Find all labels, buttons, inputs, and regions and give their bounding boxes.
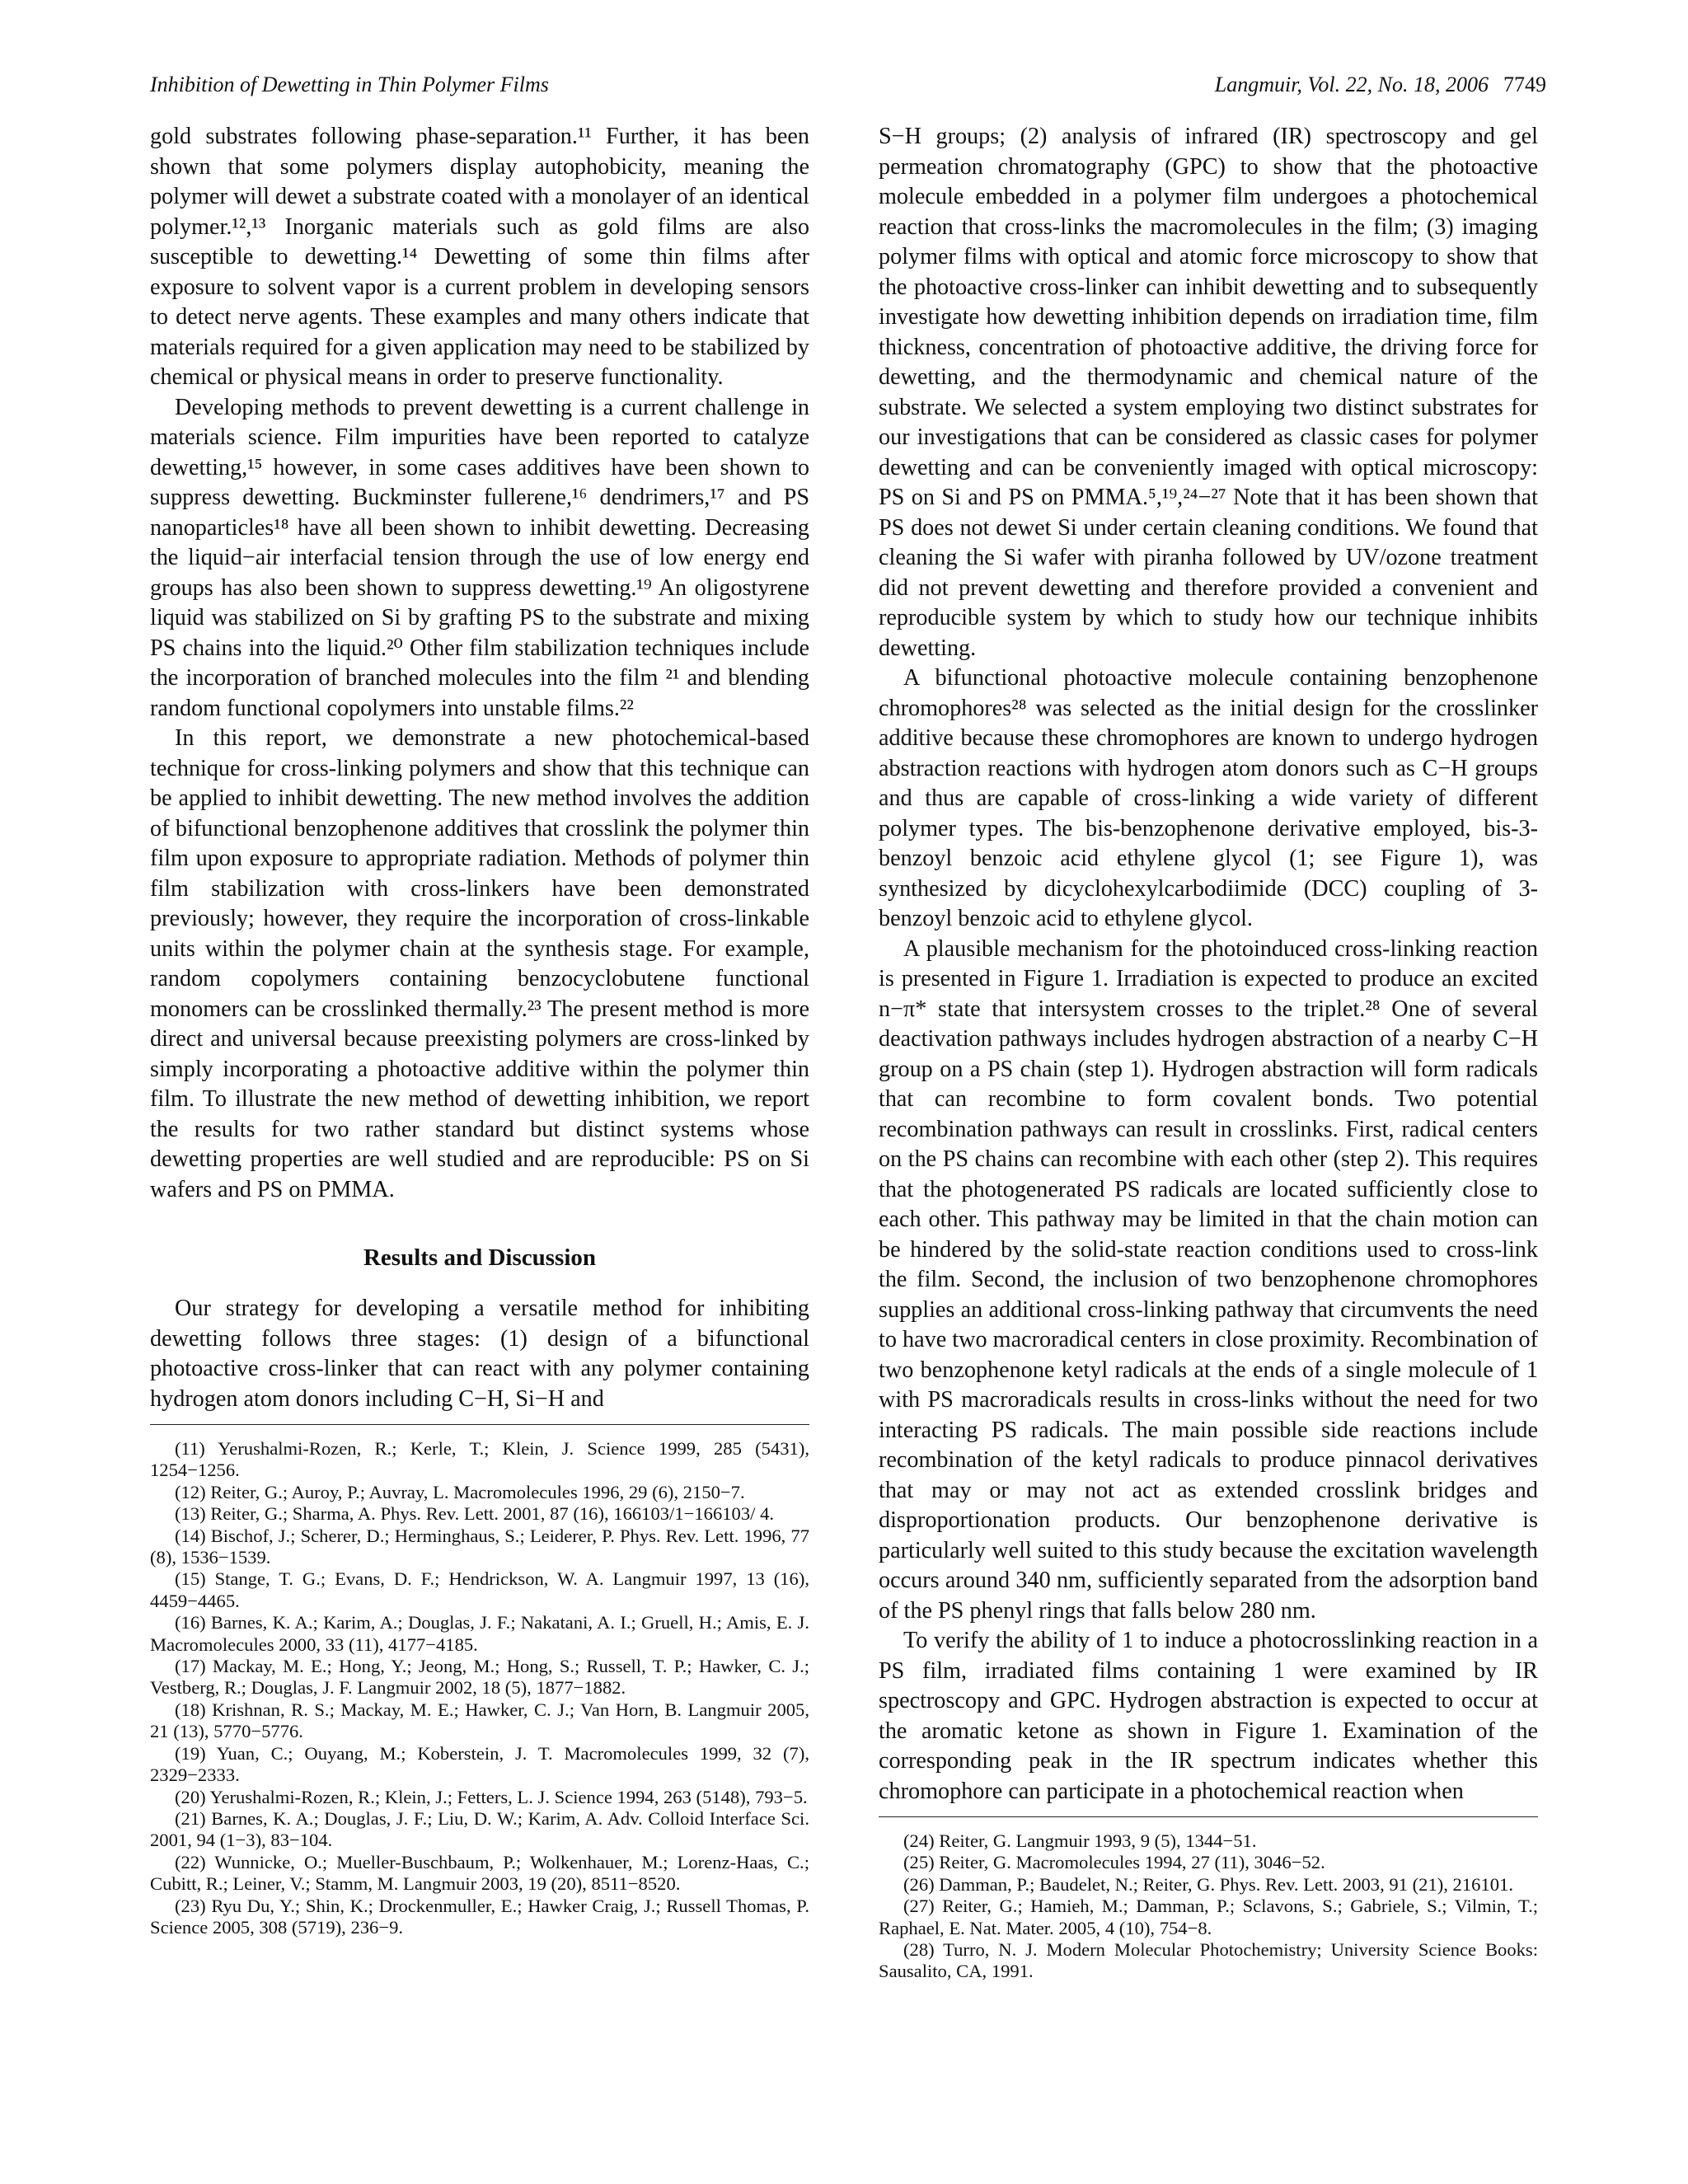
reference-item: (20) Yerushalmi-Rozen, R.; Klein, J.; Fetters, L. J. Science 1994, 263 (5148), 793−5. (175, 1786, 808, 1807)
reference-item: (27) Reiter, G.; Hamieh, M.; Damman, P.; Sclavons, S.; Gabriele, S.; Vilmin, T.; Raphael, E. Nat. Mater. 2005, 4 (10), 754−8. (879, 1896, 1538, 1938)
reference-item: (22) Wunnicke, O.; Mueller-Buschbaum, P.; Wolkenhauer, M.; Lorenz-Haas, C.; Cubitt, R.; Leiner, V.; Stamm, M. Langmuir 2003, 19 (20), 8511−8520. (150, 1851, 809, 1895)
references-left (150, 1438, 809, 1938)
footnote-rule-right (879, 1816, 1538, 1817)
reference-item: (28) Turro, N. J. Modern Molecular Photochemistry; University Science Books: Sausalito, CA, 1991. (879, 1939, 1538, 1982)
right-column (879, 122, 1538, 1983)
reference-item: (23) Ryu Du, Y.; Shin, K.; Drockenmuller, E.; Hawker Craig, J.; Russell Thomas, P. Science 2005, 308 (5719), 236−9. (150, 1895, 809, 1938)
left-body (150, 122, 809, 1414)
reference-item: (15) Stange, T. G.; Evans, D. F.; Hendrickson, W. A. Langmuir 1997, 13 (16), 4459−4465. (150, 1568, 809, 1611)
left-paragraph-3: In this report, we demonstrate a new photochemical-based technique for cross-linking polymers and show that this technique can be applied to inhibit dewetting. The new method involves the addition of bifunctional benzophenone additives that crosslink the polymer thin film upon exposure to appropriate radiation. Methods of polymer thin film stabilization with cross-linkers have been demonstrated previously; however, they require the incorporation of cross-linkable units within the polymer chain at the synthesis stage. For example, random copolymers containing benzocyclobutene functional monomers can be crosslinked thermally.²³ The present method is more direct and universal because preexisting polymers are cross-linked by simply incorporating a photoactive additive within the polymer thin film. To illustrate the new method of dewetting inhibition, we report the results for two rather standard but distinct systems whose dewetting properties are well studied and are reproducible: PS on Si wafers and PS on PMMA. (150, 725, 809, 1202)
reference-item: (12) Reiter, G.; Auroy, P.; Auvray, L. Macromolecules 1996, 29 (6), 2150−7. (175, 1481, 745, 1502)
right-paragraph-3: A plausible mechanism for the photoinduced cross-linking reaction is presented in Figure 1. Irradiation is expected to produce an excited n−π* state that intersystem crosses to the triplet.²⁸ One of several deactivation pathways includes hydrogen abstraction of a nearby C−H group on a PS chain (step 1). Hydrogen abstraction will form radicals that can recombine to form covalent bonds. Two potential recombination pathways can result in crosslinks. First, radical centers on the PS chains can recombine with each other (step 2). This requires that the photogenerated PS radicals are located sufficiently close to each other. This pathway may be limited in that the chain motion can be hindered by the solid-state reaction conditions used to cross-link the film. Second, the inclusion of two benzophenone chromophores supplies an additional cross-linking pathway that circumvents the need to have two macroradical centers in close proximity. Recombination of two benzophenone ketyl radicals at the ends of a single molecule of 1 with PS macroradicals results in cross-links without the need for two interacting PS radicals. The main possible side reactions include recombination of the ketyl radicals to produce pinnacol derivatives that may or may not act as extended crosslink bridges and disproportionation products. Our benzophenone derivative is particularly well suited to this study because the excitation wavelength occurs around 340 nm, sufficiently separated from the adsorption band of the PS phenyl rings that falls below 280 nm. (879, 935, 1538, 1624)
reference-item: (18) Krishnan, R. S.; Mackay, M. E.; Hawker, C. J.; Van Horn, B. Langmuir 2005, 21 (13), 5770−5776. (150, 1699, 809, 1742)
right-paragraph-4: To verify the ability of 1 to induce a photocrosslinking reaction in a PS film, irradiated films containing 1 were examined by IR spectroscopy and GPC. Hydrogen abstraction is expected to occur at the aromatic ketone as shown in Figure 1. Examination of the corresponding peak in the IR spectrum indicates whether this chromophore can participate in a photochemical reaction when (879, 1628, 1538, 1804)
left-paragraph-1: gold substrates following phase-separation.¹¹ Further, it has been shown that some polymers display autophobicity, meaning the polymer will dewet a substrate coated with a monolayer of an identical polymer.¹²,¹³ Inorganic materials such as gold films are also susceptible to dewetting.¹⁴ Dewetting of some thin films after exposure to solvent vapor is a current problem in developing sensors to detect nerve agents. These examples and many others indicate that materials required for a given application may need to be stabilized by chemical or physical means in order to preserve functionality. (150, 124, 809, 390)
reference-item: (16) Barnes, K. A.; Karim, A.; Douglas, J. F.; Nakatani, A. I.; Gruell, H.; Amis, E. J. Macromolecules 2000, 33 (11), 4177−4185. (150, 1612, 809, 1655)
references-right (879, 1830, 1538, 1983)
footnote-rule-left (150, 1424, 809, 1425)
right-body (879, 122, 1538, 1807)
right-paragraph-2: A bifunctional photoactive molecule containing benzophenone chromophores²⁸ was selected as the initial design for the crosslinker additive because these chromophores are known to undergo hydrogen abstraction reactions with hydrogen atom donors such as C−H groups and thus are capable of cross-linking a wide variety of different polymer types. The bis-benzophenone derivative employed, bis-3-benzoyl benzoic acid ethylene glycol (1; see Figure 1), was synthesized by dicyclohexylcarbodiimide (DCC) coupling of 3-benzoyl benzoic acid to ethylene glycol. (879, 665, 1538, 931)
left-column (150, 122, 809, 1938)
reference-item: (21) Barnes, K. A.; Douglas, J. F.; Liu, D. W.; Karim, A. Adv. Colloid Interface Sci. 2001, 94 (1−3), 83−104. (150, 1807, 809, 1851)
reference-item: (26) Damman, P.; Baudelet, N.; Reiter, G. Phys. Rev. Lett. 2003, 91 (21), 216101. (903, 1873, 1513, 1895)
running-head-title: Inhibition of Dewetting in Thin Polymer Films (150, 73, 549, 96)
right-paragraph-1: S−H groups; (2) analysis of infrared (IR) spectroscopy and gel permeation chromatography (GPC) to show that the photoactive molecule embedded in a polymer film undergoes a photochemical reaction that cross-links the macromolecules in the film; (3) imaging polymer films with optical and atomic force microscopy to show that the photoactive cross-linker can inhibit dewetting and to subsequently investigate how dewetting inhibition depends on irradiation time, film thickness, concentration of photoactive additive, the driving force for dewetting, and the thermodynamic and chemical nature of the substrate. We selected a system employing two distinct substrates for our investigations that can be considered as classic cases for polymer dewetting and can be conveniently imaged with optical microscopy: PS on Si and PS on PMMA.⁵,¹⁹,²⁴−²⁷ Note that it has been shown that PS does not dewet Si under certain cleaning conditions. We found that cleaning the Si wafer with piranha followed by UV/ozone treatment did not prevent dewetting and therefore provided a convenient and reproducible system by which to study how our technique inhibits dewetting. (879, 124, 1538, 661)
running-head-journal: Langmuir, Vol. 22, No. 18, 2006 (1214, 73, 1489, 96)
running-head (150, 73, 1546, 105)
reference-item: (14) Bischof, J.; Scherer, D.; Herminghaus, S.; Leiderer, P. Phys. Rev. Lett. 1996, 77 (8), 1536−1539. (150, 1525, 809, 1568)
page-number: 7749 (1503, 73, 1546, 96)
left-paragraph-4: Our strategy for developing a versatile method for inhibiting dewetting follows three stages: (1) design of a bifunctional photoactive cross-linker that can react with any polymer containing hydrogen atom donors including C−H, Si−H and (150, 1296, 809, 1412)
section-heading: Results and Discussion (363, 1244, 597, 1271)
left-paragraph-2: Developing methods to prevent dewetting is a current challenge in materials science. Film impurities have been reported to catalyze dewetting,¹⁵ however, in some cases additives have been shown to suppress dewetting. Buckminster fullerene,¹⁶ dendrimers,¹⁷ and PS nanoparticles¹⁸ have all been shown to inhibit dewetting. Decreasing the liquid−air interfacial tension through the use of low energy end groups has also been shown to suppress dewetting.¹⁹ An oligostyrene liquid was stabilized on Si by grafting PS to the substrate and mixing PS chains into the liquid.²⁰ Other film stabilization techniques include the incorporation of branched molecules into the film ²¹ and blending random functional copolymers into unstable films.²² (150, 394, 809, 721)
reference-item: (11) Yerushalmi-Rozen, R.; Kerle, T.; Klein, J. Science 1999, 285 (5431), 1254−1256. (150, 1438, 809, 1481)
reference-item: (13) Reiter, G.; Sharma, A. Phys. Rev. Lett. 2001, 87 (16), 166103/1−166103/ 4. (175, 1503, 775, 1525)
reference-item: (24) Reiter, G. Langmuir 1993, 9 (5), 1344−51. (903, 1830, 1257, 1851)
reference-item: (17) Mackay, M. E.; Hong, Y.; Jeong, M.; Hong, S.; Russell, T. P.; Hawker, C. J.; Vestberg, R.; Douglas, J. F. Langmuir 2002, 18 (5), 1877−1882. (150, 1656, 809, 1699)
reference-item: (19) Yuan, C.; Ouyang, M.; Koberstein, J. T. Macromolecules 1999, 32 (7), 2329−2333. (150, 1742, 809, 1786)
reference-item: (25) Reiter, G. Macromolecules 1994, 27 (11), 3046−52. (903, 1852, 1325, 1873)
